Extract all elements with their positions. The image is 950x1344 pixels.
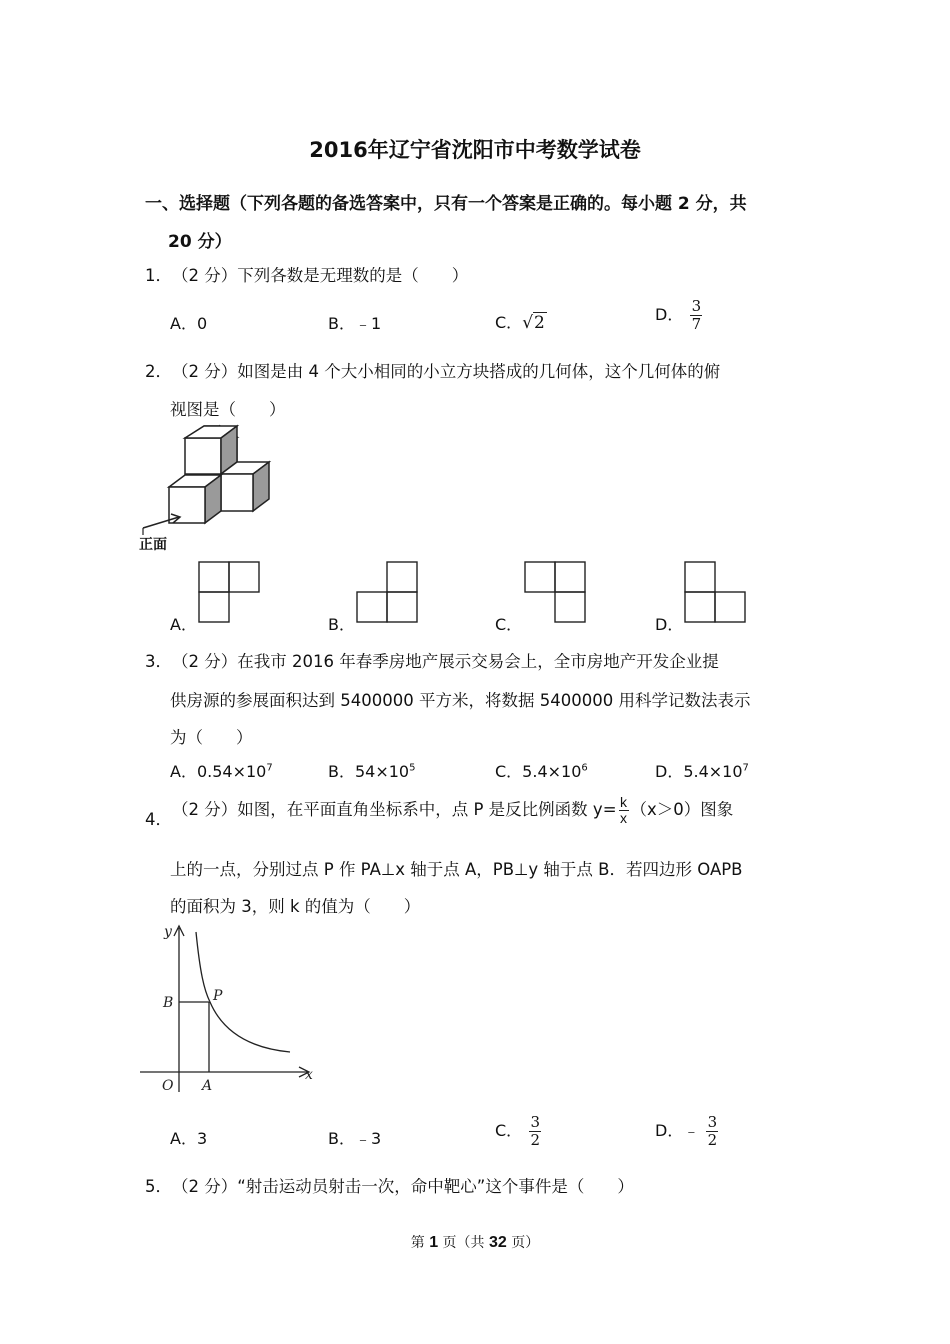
option-a: A．3 [170,1129,208,1148]
y-axis-label: y [164,924,172,940]
exponent: 5 [409,762,416,774]
option-c [495,1114,543,1149]
exponent: 7 [742,762,749,774]
question-text-line1: （2 分）在我市 2016 年春季房地产展示交易会上，全市房地产开发企业提 [172,652,719,671]
question-number: 4． [145,810,172,829]
option-text: C．5.4×10 [495,762,582,781]
option-label: D．﹣ [655,1121,700,1140]
option-b [328,759,415,782]
question-text-line3: 为（ ） [170,728,253,747]
option-c: C． [495,615,523,634]
option-text: D．5.4×10 [655,762,743,781]
option-d [655,298,704,333]
numerator: 3 [691,297,702,315]
exponent: 6 [581,762,588,774]
origin-label: O [162,1078,174,1094]
fraction [690,298,702,333]
hyperbola-curve [196,932,290,1052]
point-a-label: A [202,1078,213,1094]
option-d [655,759,749,782]
numerator: 3 [707,1113,718,1131]
option-label: D． [655,305,684,324]
option-a: A．0 [170,314,208,333]
numerator: k [620,794,628,810]
option-label: C． [495,1121,523,1140]
option-c [495,310,547,333]
question-text-line1 [172,795,733,826]
section-heading-line2: 20 分） [168,232,232,252]
question-number: 1． [145,266,172,285]
fraction-k-over-x [619,795,629,826]
current-page-number: 1 [429,1234,439,1251]
page-title: 2016年辽宁省沈阳市中考数学试卷 [309,138,641,162]
question-text-line1: （2 分）如图是由 4 个大小相同的小立方块搭成的几何体，这个几何体的俯 [172,362,721,381]
exponent: 7 [266,762,273,774]
coordinate-graph [138,922,318,1102]
option-b: B．﹣3 [328,1129,382,1148]
front-view-label: 正面 [139,537,167,553]
option-a [170,759,273,782]
fraction [529,1114,541,1149]
option-label: C． [495,313,523,332]
option-b: B． [328,615,355,634]
question-number: 3． [145,652,172,671]
question-text-line2: 上的一点，分别过点 P 作 PA⊥x 轴于点 A，PB⊥y 轴于点 B．若四边形 OAPB [170,860,743,879]
text-segment: （2 分）如图，在平面直角坐标系中，点 P 是反比例函数 y= [172,800,617,819]
sqrt-expression: √2 [522,313,545,333]
option-c [495,759,588,782]
option-a-shape [199,562,261,624]
page-footer [0,1232,950,1252]
option-text: B．54×10 [328,762,410,781]
denominator: 2 [707,1131,718,1149]
question-number: 5． [145,1177,172,1196]
numerator: 3 [530,1113,541,1131]
question-text: （2 分）下列各数是无理数的是（ ） [172,266,469,285]
option-c-shape [525,562,587,624]
denominator: 2 [530,1131,541,1149]
option-d-shape [685,562,747,624]
denominator: 7 [691,315,702,333]
option-b-shape [357,562,419,624]
question-text: （2 分）“射击运动员射击一次，命中靶心”这个事件是（ ） [172,1177,634,1196]
point-b-label: B [163,995,174,1011]
question-text-line2: 视图是（ ） [170,400,286,419]
point-p-label: P [213,988,223,1004]
radicand: 2 [534,313,545,333]
x-axis-label: x [305,1067,313,1083]
footer-text: 页） [506,1235,540,1251]
option-b: B．﹣1 [328,314,382,333]
option-text: A．0.54×10 [170,762,267,781]
footer-text: 第 [410,1235,430,1251]
question-text-line2: 供房源的参展面积达到 5400000 平方米，将数据 5400000 用科学记数法表示 [170,691,751,710]
text-segment: （x＞0）图象 [630,800,734,819]
footer-text: 页（共 [438,1235,489,1251]
section-heading-line1: 一、选择题（下列各题的备选答案中，只有一个答案是正确的。每小题 2 分，共 [145,194,747,214]
total-page-count: 32 [489,1234,507,1251]
fraction [706,1114,718,1149]
option-d: D． [655,615,684,634]
option-a: A． [170,615,197,634]
question-number: 2． [145,362,172,381]
question-text-line3: 的面积为 3，则 k 的值为（ ） [170,897,421,916]
denominator: x [620,810,628,826]
option-d [655,1114,720,1149]
